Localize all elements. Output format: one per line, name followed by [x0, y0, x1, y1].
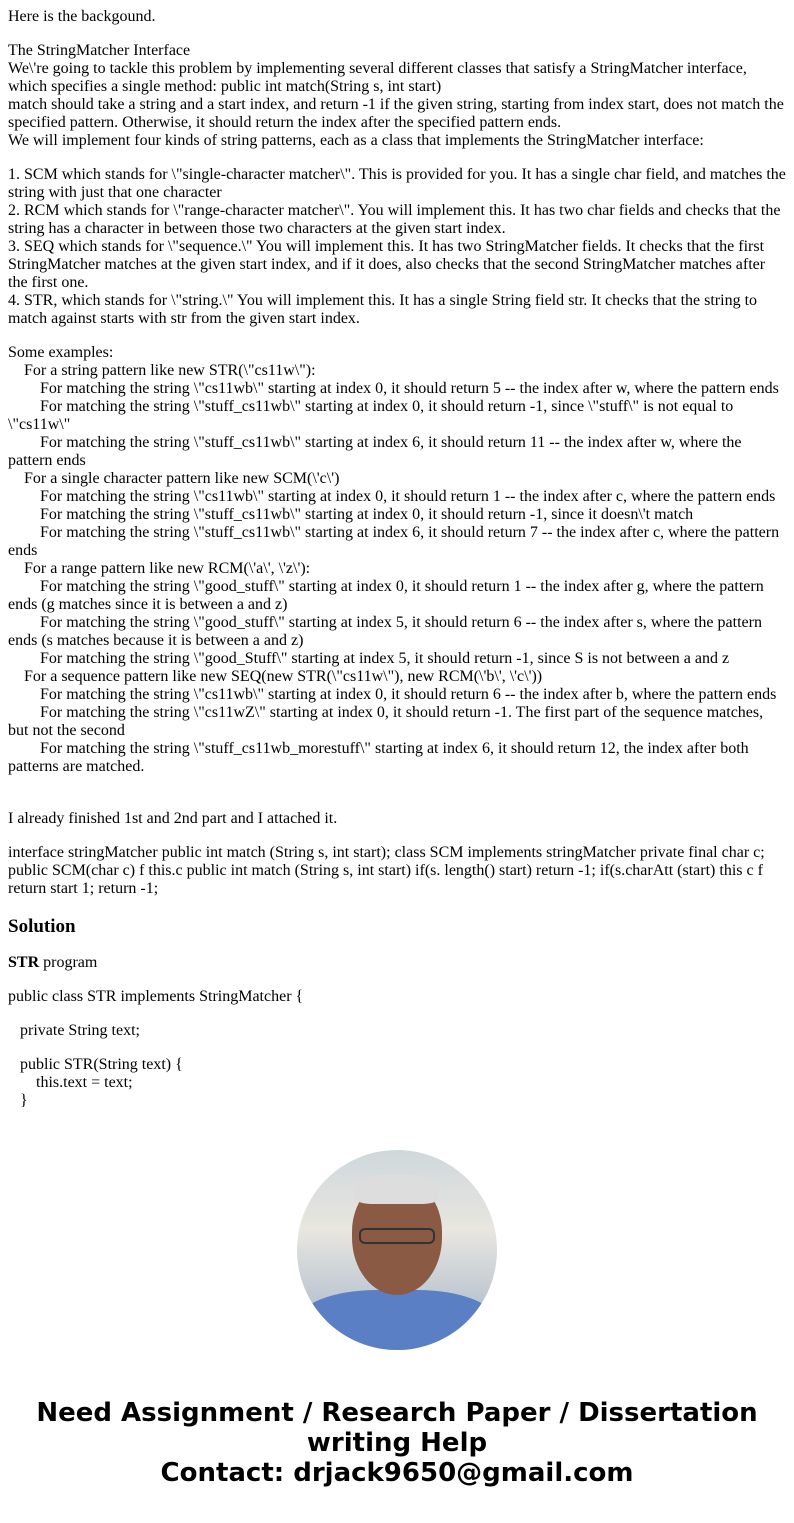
- solution-heading: Solution: [8, 916, 76, 937]
- interface-text: We will implement four kinds of string patterns, each as a class that implements the StringMatcher interface:: [8, 132, 704, 149]
- str-rest: program: [39, 954, 98, 971]
- example-line: For matching the string \"stuff_cs11wb_morestuff\" starting at index 6, it should return 12, the index after both patterns are matched.: [8, 740, 749, 775]
- example-line: For matching the string \"good_stuff\" starting at index 0, it should return 1 -- the index after g, where the pattern ends (g matches since it is between a and z): [8, 578, 764, 613]
- intro: Here is the backgound.: [8, 8, 156, 25]
- example-line: For matching the string \"stuff_cs11wb\" starting at index 0, it should return -1, since \"stuff\" is not equal to \"cs11w\": [8, 398, 734, 433]
- example-line: For matching the string \"cs11wb\" starting at index 0, it should return 5 -- the index after w, where the pattern ends: [40, 380, 779, 397]
- shirt-shape: [297, 1290, 497, 1350]
- code-line: public class STR implements StringMatcher {: [8, 988, 304, 1005]
- kind-item: 1. SCM which stands for \"single-character matcher\". This is provided for you. It has a single char field, and matches the string with just that one character: [8, 166, 786, 201]
- glasses-icon: [359, 1228, 435, 1244]
- example-line: For a single character pattern like new SCM(\'c\'): [24, 470, 340, 487]
- attached-code: interface stringMatcher public int match (String s, int start); class SCM implements stringMatcher private final char c; public SCM(char c) f this.c public int match (String s, int start) if(s. length() start) return -1; if(s.charAtt (start) this c f return start 1; return -1;: [8, 844, 765, 897]
- footer-headline: Need Assignment / Research Paper / Dissertation writing Help: [36, 1398, 758, 1458]
- avatar-container: [8, 1150, 786, 1350]
- footer-contact: Contact: drjack9650@gmail.com: [160, 1458, 634, 1488]
- example-line: For a string pattern like new STR(\"cs11w\"):: [24, 362, 316, 379]
- finished-note: I already finished 1st and 2nd part and I attached it.: [8, 810, 338, 827]
- code-line: public STR(String text) { this.text = text; }: [20, 1056, 183, 1109]
- example-line: For matching the string \"cs11wb\" starting at index 0, it should return 6 -- the index after b, where the pattern ends: [40, 686, 777, 703]
- example-line: For matching the string \"stuff_cs11wb\" starting at index 6, it should return 7 -- the index after c, where the pattern ends: [8, 524, 780, 559]
- avatar: [297, 1150, 497, 1350]
- example-line: For matching the string \"cs11wZ\" starting at index 0, it should return -1. The first part of the sequence matches, but not the second: [8, 704, 764, 739]
- interface-text: match should take a string and a start index, and return -1 if the given string, starting from index start, does not match the specified pattern. Otherwise, it should return the index after the specified pattern ends.: [8, 96, 784, 131]
- kind-item: 3. SEQ which stands for \"sequence.\" You will implement this. It has two StringMatcher fields. It checks that the first StringMatcher matches at the given start index, and if it does, also checks that the second StringMatcher matches after the first one.: [8, 238, 766, 291]
- str-bold: STR: [8, 954, 40, 971]
- example-line: For a sequence pattern like new SEQ(new STR(\"cs11w\"), new RCM(\'b\', \'c\')): [24, 668, 543, 685]
- hair-shape: [355, 1174, 439, 1204]
- example-line: For matching the string \"stuff_cs11wb\" starting at index 0, it should return -1, since it doesn\'t match: [40, 506, 694, 523]
- interface-text: We\'re going to tackle this problem by implementing several different classes that satisfy a StringMatcher interface, which specifies a single method: public int match(String s, int start): [8, 60, 747, 95]
- examples-section: [8, 344, 786, 776]
- footer-banner: [8, 1398, 786, 1488]
- example-line: For matching the string \"good_stuff\" starting at index 5, it should return 6 -- the index after s, where the pattern ends (s matches because it is between a and z): [8, 614, 762, 649]
- example-line: For a range pattern like new RCM(\'a\', \'z\'):: [24, 560, 311, 577]
- kind-item: 4. STR, which stands for \"string.\" You will implement this. It has a single String field str. It checks that the string to match against starts with str from the given start index.: [8, 292, 758, 327]
- example-line: For matching the string \"good_Stuff\" starting at index 5, it should return -1, since S is not between a and z: [40, 650, 730, 667]
- example-line: For matching the string \"stuff_cs11wb\" starting at index 6, it should return 11 -- the index after w, where the pattern ends: [8, 434, 742, 469]
- interface-title: The StringMatcher Interface: [8, 42, 191, 59]
- code-line: private String text;: [8, 1022, 140, 1039]
- kinds-list: [8, 166, 786, 328]
- interface-section: [8, 42, 786, 150]
- example-line: Some examples:: [8, 344, 114, 361]
- example-line: For matching the string \"cs11wb\" starting at index 0, it should return 1 -- the index after c, where the pattern ends: [40, 488, 776, 505]
- kind-item: 2. RCM which stands for \"range-character matcher\". You will implement this. It has two char fields and checks that the string has a character in between those two characters at the given start index.: [8, 202, 781, 237]
- str-program-label: [8, 954, 786, 972]
